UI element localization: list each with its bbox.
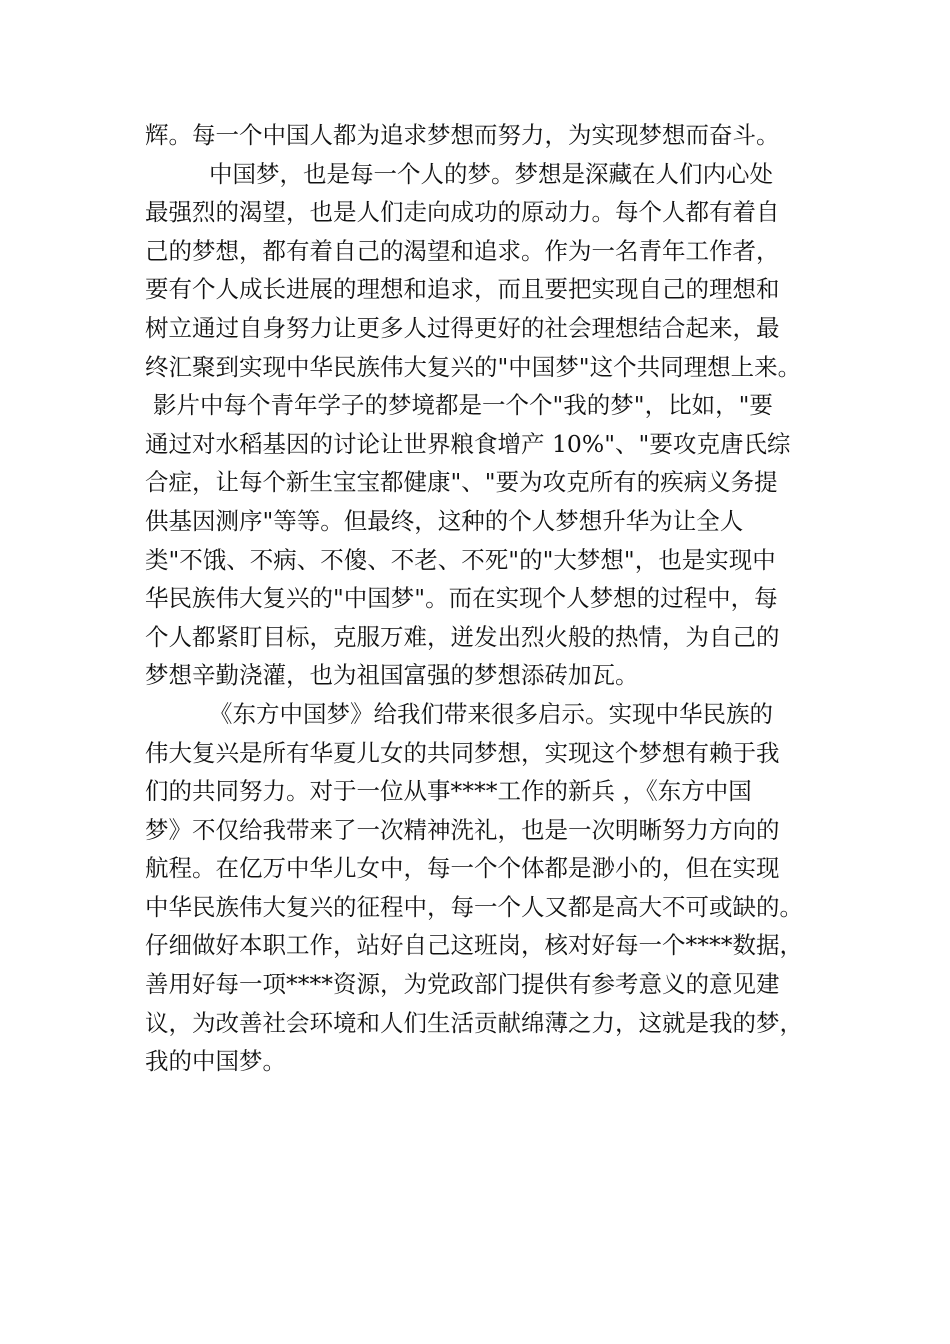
text-line: 终汇聚到实现中华民族伟大复兴的"中国梦"这个共同理想上来。 [145, 352, 802, 381]
text-line: 梦》不仅给我带来了一次精神洗礼，也是一次明晰努力方向的 [145, 815, 780, 844]
text-line: 个人都紧盯目标，克服万难，迸发出烈火般的热情，为自己的 [145, 622, 780, 651]
text-line: 要有个人成长进展的理想和追求，而且要把实现自己的理想和 [145, 275, 780, 304]
text-line: 仔细做好本职工作，站好自己这班岗，核对好每一个****数据， [145, 931, 803, 960]
text-line: 合症，让每个新生宝宝都健康"、"要为攻克所有的疾病义务提 [145, 468, 778, 497]
text-line: 伟大复兴是所有华夏儿女的共同梦想，实现这个梦想有赖于我 [145, 738, 780, 767]
text-line: 航程。在亿万中华儿女中，每一个个体都是渺小的，但在实现 [145, 854, 780, 883]
text-line: 最强烈的渴望，也是人们走向成功的原动力。每个人都有着自 [145, 198, 780, 227]
text-line: 供基因测序"等等。但最终，这种的个人梦想升华为让全人 [145, 506, 744, 535]
text-line: 我的中国梦。 [145, 1047, 286, 1076]
text-line: 中华民族伟大复兴的征程中，每一个人又都是高大不可或缺的。 [145, 892, 803, 921]
text-line: 影片中每个青年学子的梦境都是一个个"我的梦"，比如，"要 [153, 391, 773, 420]
text-line: 梦想辛勤浇灌，也为祖国富强的梦想添砖加瓦。 [145, 661, 639, 690]
text-line: 通过对水稻基因的讨论让世界粮食增产 10%"、"要攻克唐氏综 [145, 429, 791, 458]
text-line: 辉。每一个中国人都为追求梦想而努力，为实现梦想而奋斗。 [145, 121, 780, 149]
text-line: 类"不饿、不病、不傻、不老、不死"的"大梦想"，也是实现中 [145, 545, 776, 574]
text-line: 们的共同努力。对于一位从事****工作的新兵 ，《东方中国 [145, 777, 752, 806]
body-text [145, 116, 815, 1081]
text-line: 己的梦想，都有着自己的渴望和追求。作为一名青年工作者， [145, 236, 780, 265]
text-line: 华民族伟大复兴的"中国梦"。而在实现个人梦想的过程中，每 [145, 584, 778, 613]
paragraph-start-line: 中国梦，也是每一个人的梦。梦想是深藏在人们内心处 [209, 159, 773, 188]
paragraph-start-line: 《东方中国梦》给我们带来很多启示。实现中华民族的 [209, 699, 773, 728]
text-line: 善用好每一项****资源，为党政部门提供有参考意义的意见建 [145, 970, 780, 999]
text-line: 议，为改善社会环境和人们生活贡献绵薄之力，这就是我的梦， [145, 1008, 803, 1037]
text-line: 树立通过自身努力让更多人过得更好的社会理想结合起来，最 [145, 313, 780, 342]
